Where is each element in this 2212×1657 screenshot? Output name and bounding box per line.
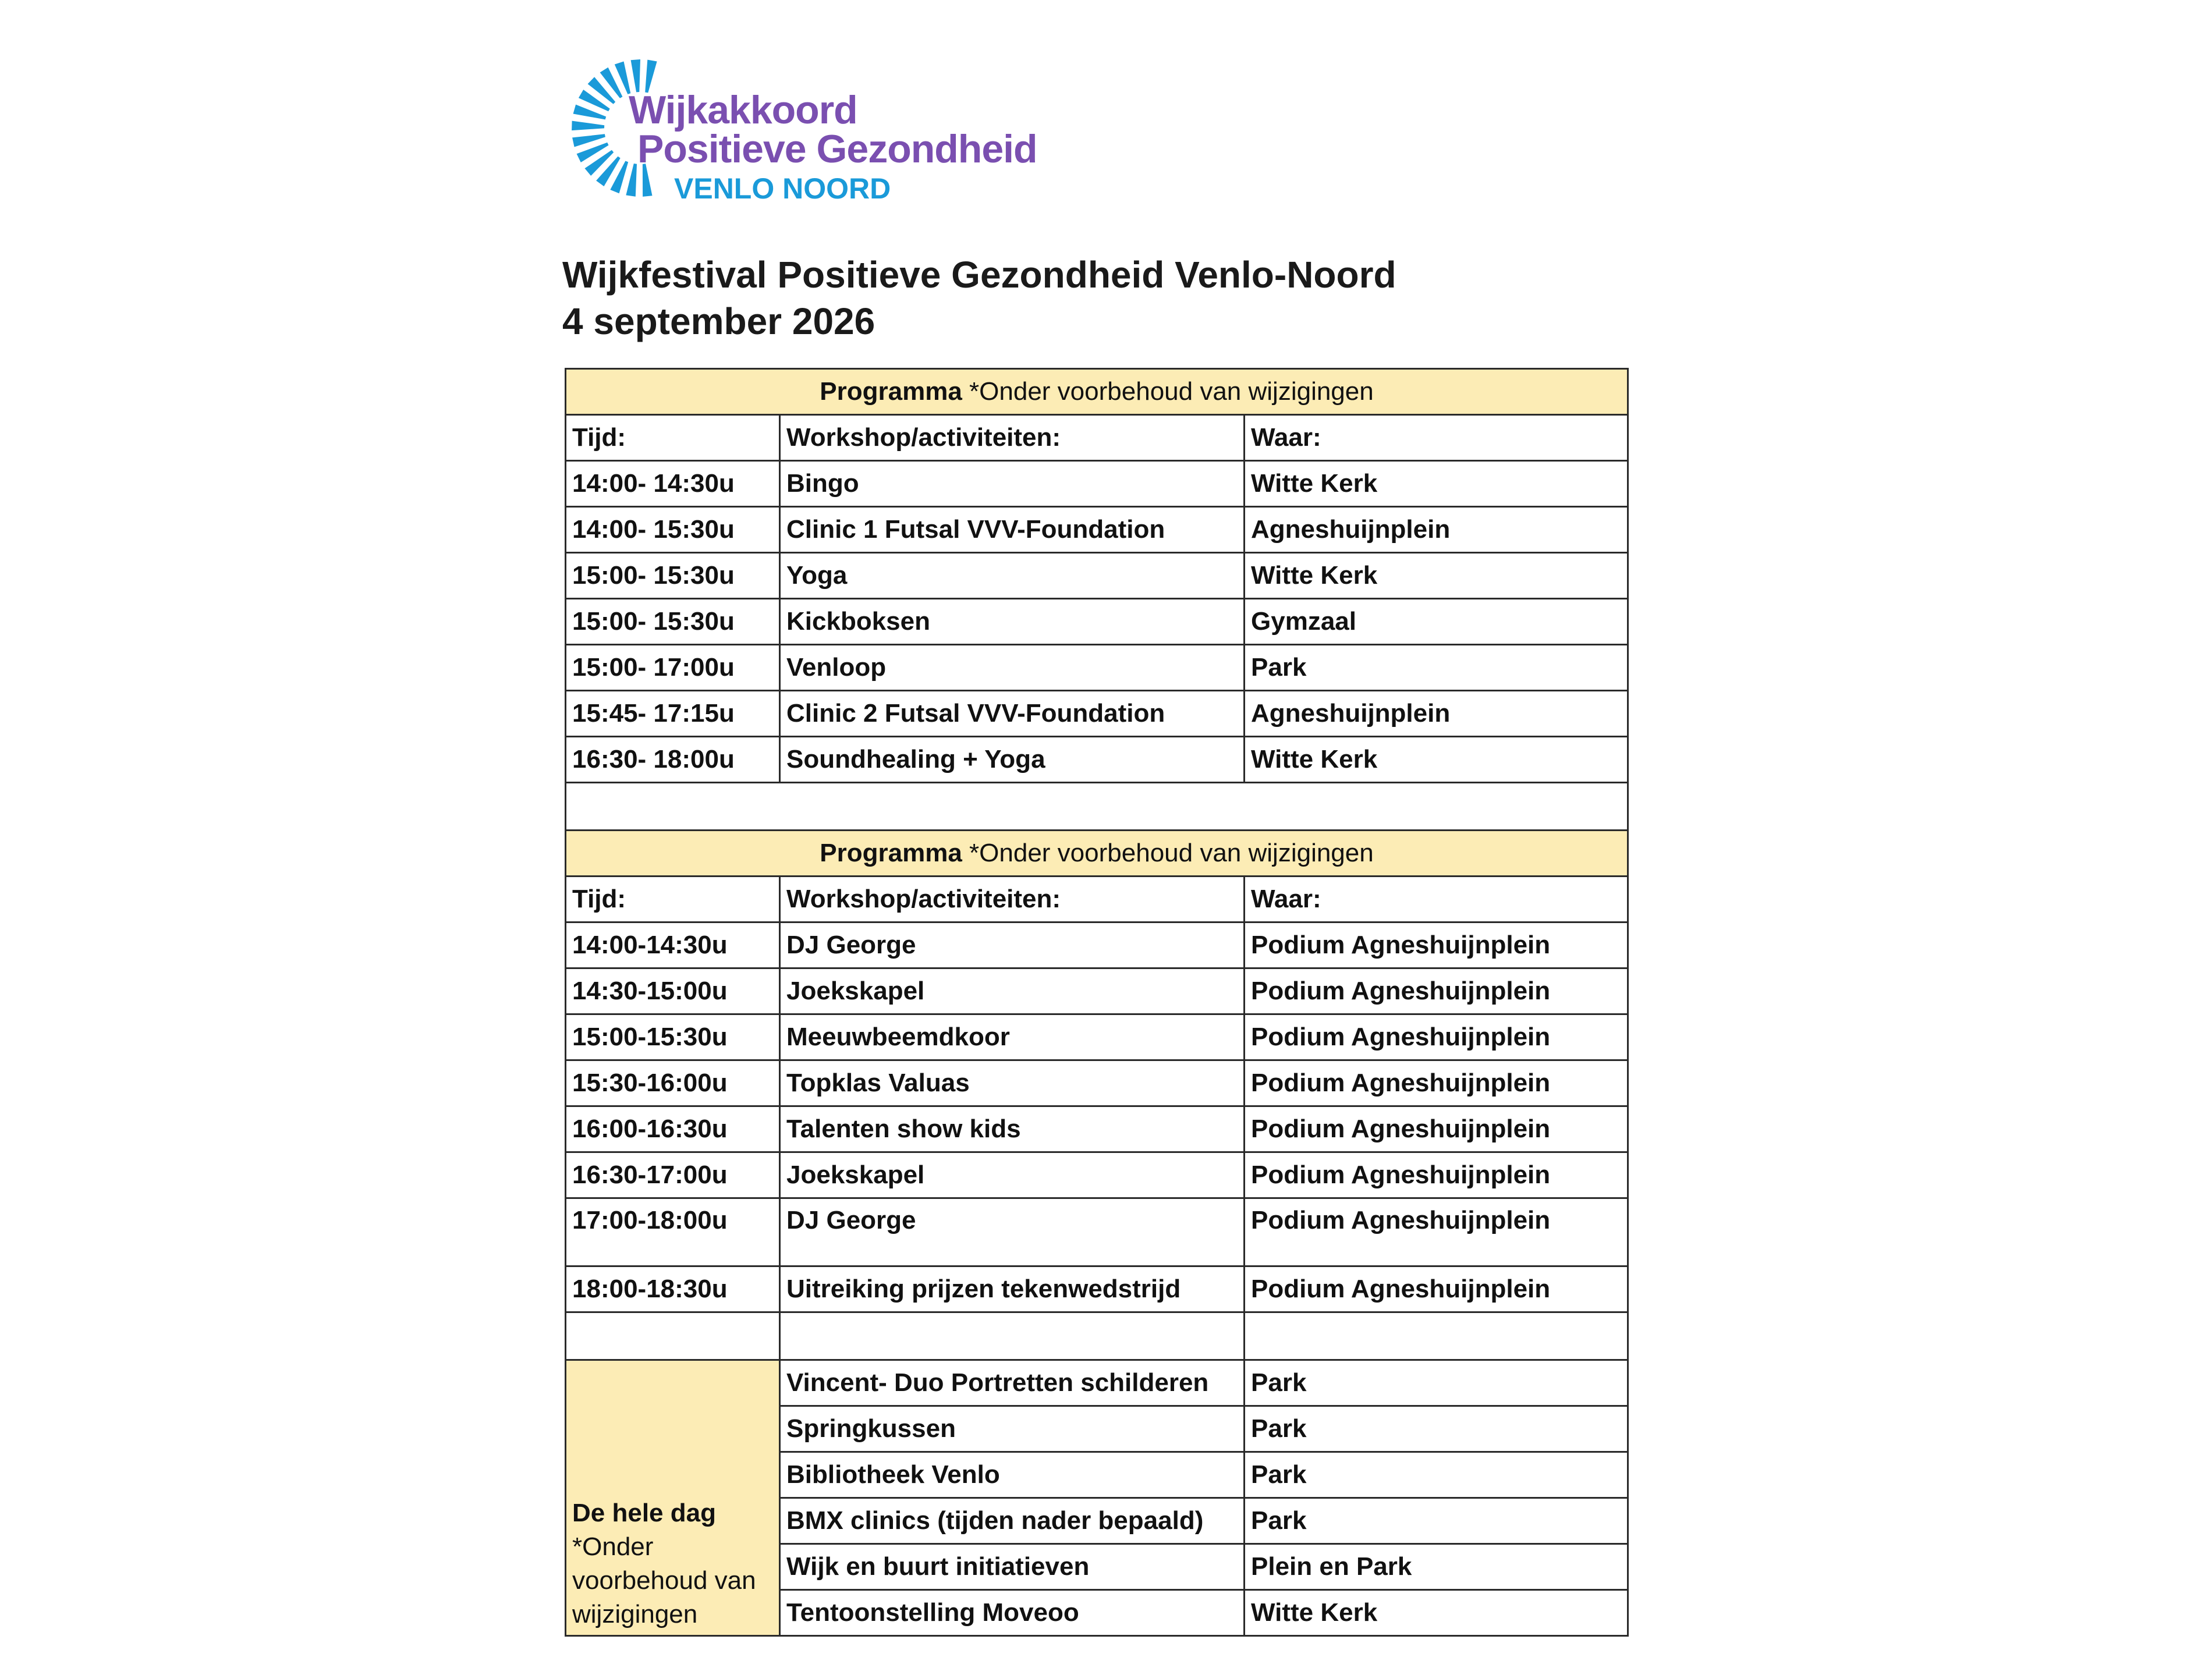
empty-cell: [1245, 1312, 1628, 1360]
section-heading-row: [566, 369, 1628, 415]
cell-activity: Clinic 2 Futsal VVV-Foundation: [780, 691, 1245, 737]
section-heading-row: [566, 831, 1628, 877]
table-row: [566, 922, 1628, 968]
cell-activity: Tentoonstelling Moveoo: [780, 1590, 1245, 1636]
spacer-row: [566, 783, 1628, 831]
section-heading-note: *Onder voorbehoud van wijzigingen: [969, 377, 1374, 406]
column-header-location: Waar:: [1245, 877, 1628, 922]
logo-line-1: Wijkakkoord: [629, 88, 857, 132]
table-row: [566, 461, 1628, 507]
cell-activity: Kickboksen: [780, 599, 1245, 645]
logo-line-3: VENLO NOORD: [674, 172, 891, 205]
cell-activity: Joekskapel: [780, 968, 1245, 1014]
table-row: [566, 645, 1628, 691]
table-row: [566, 691, 1628, 737]
cell-time: 17:00-18:00u: [566, 1198, 780, 1266]
cell-time: 15:00- 17:00u: [566, 645, 780, 691]
cell-location: Podium Agneshuijnplein: [1245, 1106, 1628, 1152]
cell-location: Witte Kerk: [1245, 737, 1628, 783]
cell-time: 14:00- 14:30u: [566, 461, 780, 507]
section-heading: [566, 369, 1628, 415]
cell-time: 15:30-16:00u: [566, 1060, 780, 1106]
cell-activity: Vincent- Duo Portretten schilderen: [780, 1360, 1245, 1406]
title-line-1: Wijkfestival Positieve Gezondheid Venlo-Noord: [562, 254, 1396, 296]
column-header-row: [566, 415, 1628, 461]
table-row: [566, 1198, 1628, 1266]
cell-location: Park: [1245, 1360, 1628, 1406]
empty-cell: [780, 1312, 1245, 1360]
table-row: [566, 1152, 1628, 1198]
cell-activity: Clinic 1 Futsal VVV-Foundation: [780, 507, 1245, 553]
cell-activity: Wijk en buurt initiatieven: [780, 1544, 1245, 1590]
cell-activity: Joekskapel: [780, 1152, 1245, 1198]
column-header-location: Waar:: [1245, 415, 1628, 461]
cell-location: Gymzaal: [1245, 599, 1628, 645]
all-day-note: *Onder voorbehoud van wijzigingen: [572, 1532, 756, 1628]
cell-time: 15:45- 17:15u: [566, 691, 780, 737]
cell-location: Park: [1245, 1452, 1628, 1498]
cell-time: 14:30-15:00u: [566, 968, 780, 1014]
logo-line-2: Positieve Gezondheid: [637, 127, 1037, 171]
cell-time: 14:00-14:30u: [566, 922, 780, 968]
cell-activity: Bingo: [780, 461, 1245, 507]
cell-activity: Yoga: [780, 553, 1245, 599]
cell-activity: Springkussen: [780, 1406, 1245, 1452]
all-day-label: [566, 1360, 780, 1636]
cell-location: Podium Agneshuijnplein: [1245, 968, 1628, 1014]
sunburst-ray: [626, 164, 637, 197]
column-header-activity: Workshop/activiteiten:: [780, 877, 1245, 922]
table-row: [566, 1360, 1628, 1406]
logo: [559, 55, 1083, 207]
cell-activity: Uitreiking prijzen tekenwedstrijd: [780, 1266, 1245, 1312]
column-header-activity: Workshop/activiteiten:: [780, 415, 1245, 461]
cell-activity: BMX clinics (tijden nader bepaald): [780, 1498, 1245, 1544]
cell-time: 18:00-18:30u: [566, 1266, 780, 1312]
column-header-row: [566, 877, 1628, 922]
cell-location: Witte Kerk: [1245, 1590, 1628, 1636]
cell-time: 15:00- 15:30u: [566, 599, 780, 645]
table-row: [566, 1266, 1628, 1312]
cell-activity: Meeuwbeemdkoor: [780, 1014, 1245, 1060]
cell-location: Podium Agneshuijnplein: [1245, 1152, 1628, 1198]
cell-location: Podium Agneshuijnplein: [1245, 1014, 1628, 1060]
table-row: [566, 1060, 1628, 1106]
cell-location: Podium Agneshuijnplein: [1245, 1198, 1628, 1266]
table-row: [566, 1014, 1628, 1060]
cell-time: 16:00-16:30u: [566, 1106, 780, 1152]
cell-location: Podium Agneshuijnplein: [1245, 1266, 1628, 1312]
cell-time: 15:00-15:30u: [566, 1014, 780, 1060]
cell-activity: Venloop: [780, 645, 1245, 691]
table-row: [566, 599, 1628, 645]
table-row: [566, 968, 1628, 1014]
section-heading-note: *Onder voorbehoud van wijzigingen: [969, 839, 1374, 867]
cell-location: Agneshuijnplein: [1245, 507, 1628, 553]
cell-activity: Talenten show kids: [780, 1106, 1245, 1152]
page-title: [562, 251, 1396, 345]
cell-location: Podium Agneshuijnplein: [1245, 1060, 1628, 1106]
cell-location: Park: [1245, 1498, 1628, 1544]
all-day-title: De hele dag: [572, 1499, 716, 1527]
cell-activity: DJ George: [780, 1198, 1245, 1266]
empty-cell: [566, 783, 1628, 831]
section-heading-title: Programma: [820, 839, 962, 867]
schedule-table: [565, 368, 1629, 1637]
table-row: [566, 1106, 1628, 1152]
column-header-time: Tijd:: [566, 877, 780, 922]
cell-activity: Soundhealing + Yoga: [780, 737, 1245, 783]
cell-location: Park: [1245, 645, 1628, 691]
cell-location: Witte Kerk: [1245, 553, 1628, 599]
cell-activity: Bibliotheek Venlo: [780, 1452, 1245, 1498]
cell-time: 15:00- 15:30u: [566, 553, 780, 599]
cell-activity: DJ George: [780, 922, 1245, 968]
cell-time: 16:30-17:00u: [566, 1152, 780, 1198]
cell-location: Podium Agneshuijnplein: [1245, 922, 1628, 968]
section-heading-title: Programma: [820, 377, 962, 406]
title-line-2: 4 september 2026: [562, 300, 875, 342]
spacer-row: [566, 1312, 1628, 1360]
table-row: [566, 507, 1628, 553]
cell-time: 14:00- 15:30u: [566, 507, 780, 553]
table-row: [566, 737, 1628, 783]
column-header-time: Tijd:: [566, 415, 780, 461]
empty-cell: [566, 1312, 780, 1360]
cell-time: 16:30- 18:00u: [566, 737, 780, 783]
cell-location: Witte Kerk: [1245, 461, 1628, 507]
table-row: [566, 553, 1628, 599]
cell-location: Park: [1245, 1406, 1628, 1452]
cell-location: Plein en Park: [1245, 1544, 1628, 1590]
sunburst-ray: [572, 121, 604, 131]
section-heading: [566, 831, 1628, 877]
cell-activity: Topklas Valuas: [780, 1060, 1245, 1106]
cell-location: Agneshuijnplein: [1245, 691, 1628, 737]
